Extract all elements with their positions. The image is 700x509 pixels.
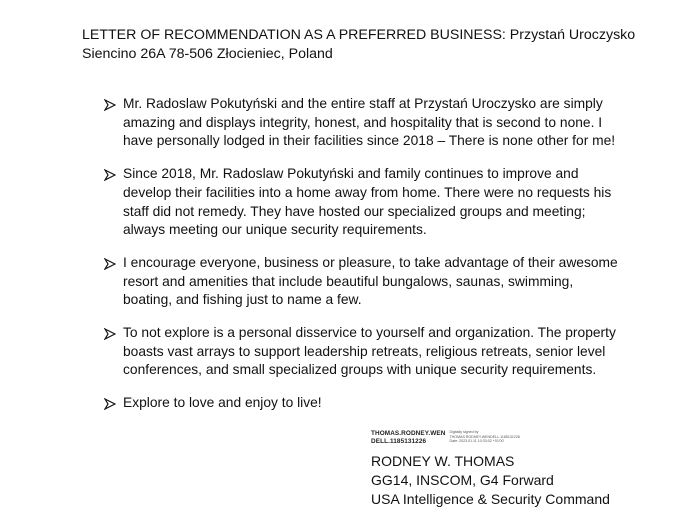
arrowhead-bullet-icon — [104, 99, 116, 111]
arrowhead-bullet-icon — [104, 169, 116, 181]
signatory-name: RODNEY W. THOMAS — [371, 453, 515, 469]
digital-signature-name-line: THOMAS.RODNEY.WEN — [371, 430, 446, 437]
bullet-text: Since 2018, Mr. Radoslaw Pokutyński and family continues to improve and develop their facilities into a home away from home. There were no requests his staff did not remedy. They have hosted our specialized groups and meeting; always meeting our unique security requirements. — [123, 166, 612, 238]
digital-signature — [371, 430, 691, 450]
digital-signature-name — [371, 430, 445, 446]
arrowhead-bullet-icon — [104, 398, 116, 410]
signatory-rank: GG14, INSCOM, G4 Forward — [371, 472, 554, 488]
list-item — [104, 324, 624, 380]
letter-title: LETTER OF RECOMMENDATION AS A PREFERRED BUSINESS: Przystań Uroczysko Siencino 26A 78-506 Złocieniec, Poland — [82, 27, 636, 62]
bullet-text: Explore to love and enjoy to live! — [123, 395, 322, 411]
digital-signature-details — [449, 430, 519, 444]
digital-signature-name-line: DELL.1185131226 — [371, 438, 427, 445]
bullet-text: I encourage everyone, business or pleasure, to take advantage of their awesome resort and amenities that include beautiful bungalows, saunas, swimming, boating, and fishing just to name a few. — [123, 254, 618, 308]
list-item — [104, 95, 624, 151]
recommendation-bullet-list — [104, 95, 624, 427]
signature-block — [371, 430, 691, 509]
list-item — [104, 394, 624, 413]
digital-signature-detail-line: Date: 2023.01.11 10:33:02 +01'00' — [449, 439, 505, 444]
digital-signature-detail-line: THOMAS.RODNEY.WENDELL.1185131226 — [449, 434, 520, 439]
digital-signature-detail-line: Digitally signed by — [449, 430, 479, 434]
arrowhead-bullet-icon — [104, 328, 116, 340]
bullet-text: To not explore is a personal disservice to yourself and organization. The property boasts vast arrays to support leadership retreats, religious retreats, senior level conferences, and small specialized groups with unique security requirements. — [123, 325, 616, 378]
arrowhead-bullet-icon — [104, 258, 116, 270]
signatory-details — [371, 452, 691, 509]
signatory-organization: USA Intelligence & Security Command — [371, 491, 610, 507]
list-item — [104, 165, 624, 240]
list-item — [104, 254, 624, 310]
bullet-text: Mr. Radoslaw Pokutyński and the entire staff at Przystań Uroczysko are simply amazing and displays integrity, honest, and hospitality that is second to none. I have personally lodged in their facilities since 2018 – There is none other for me! — [123, 96, 616, 149]
